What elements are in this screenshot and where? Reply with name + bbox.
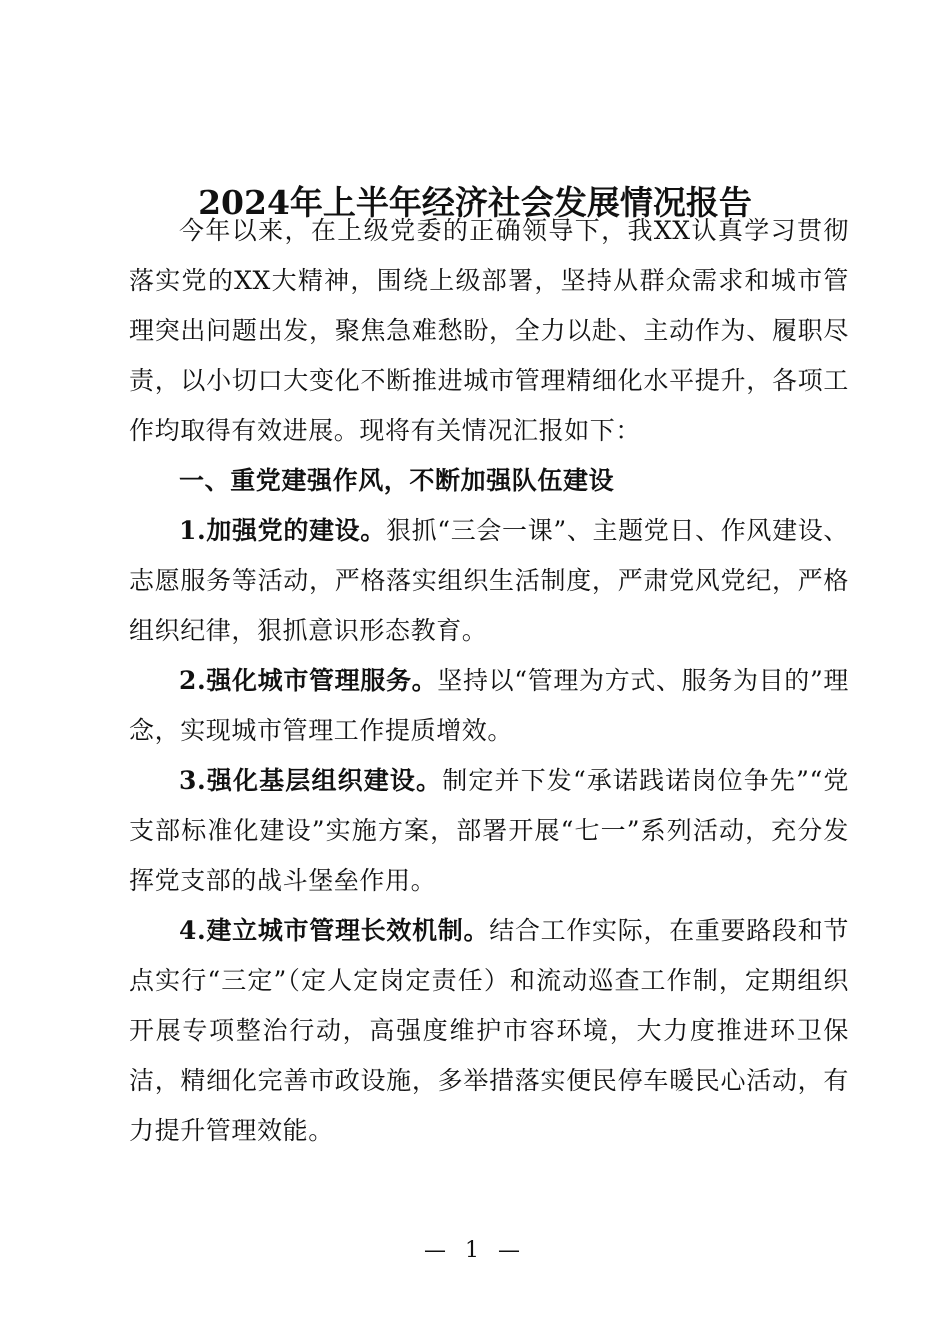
intro-paragraph: 今年以来，在上级党委的正确领导下，我XX认真学习贯彻落实党的XX大精神，围绕上级部署，坚持从群众需求和城市管理突出问题出发，聚焦急难愁盼，全力以赴、主动作为、履职尽责，以小切口大变化不断推进城市管理精细化水平提升，各项工作均取得有效进展。现将有关情况汇报如下： — [129, 216, 849, 445]
document-body — [129, 206, 849, 1156]
item-lead: 3.强化基层组织建设。 — [179, 766, 443, 795]
list-item-3 — [129, 756, 849, 906]
item-text: 结合工作实际，在重要路段和节点实行“三定”（定人定岗定责任）和流动巡查工作制，定期组织开展专项整治行动，高强度维护市容环境，大力度推进环卫保洁，精细化完善市政设施，多举措落实便民停车暖民心活动，有力提升管理效能。 — [129, 916, 850, 1145]
item-lead: 1.加强党的建设。 — [179, 516, 386, 545]
document-title: 2024年上半年经济社会发展情况报告 — [198, 183, 752, 222]
list-item-2 — [129, 656, 849, 756]
item-lead: 2.强化城市管理服务。 — [179, 666, 438, 695]
item-text: 制定并下发“承诺践诺岗位争先”“党支部标准化建设”实施方案，部署开展“七一”系列活动，充分发挥党支部的战斗堡垒作用。 — [129, 766, 849, 895]
item-lead: 4.建立城市管理长效机制。 — [179, 916, 490, 945]
list-item-1 — [129, 506, 849, 656]
section-heading: 一、重党建强作风，不断加强队伍建设 — [179, 466, 615, 495]
page-number: — 1 — — [424, 1238, 526, 1263]
item-text: 狠抓“三会一课”、主题党日、作风建设、志愿服务等活动，严格落实组织生活制度，严肃党风党纪，严格组织纪律，狠抓意识形态教育。 — [129, 516, 850, 645]
list-item-4 — [129, 906, 849, 1156]
item-text: 坚持以“管理为方式、服务为目的”理念，实现城市管理工作提质增效。 — [129, 666, 850, 745]
